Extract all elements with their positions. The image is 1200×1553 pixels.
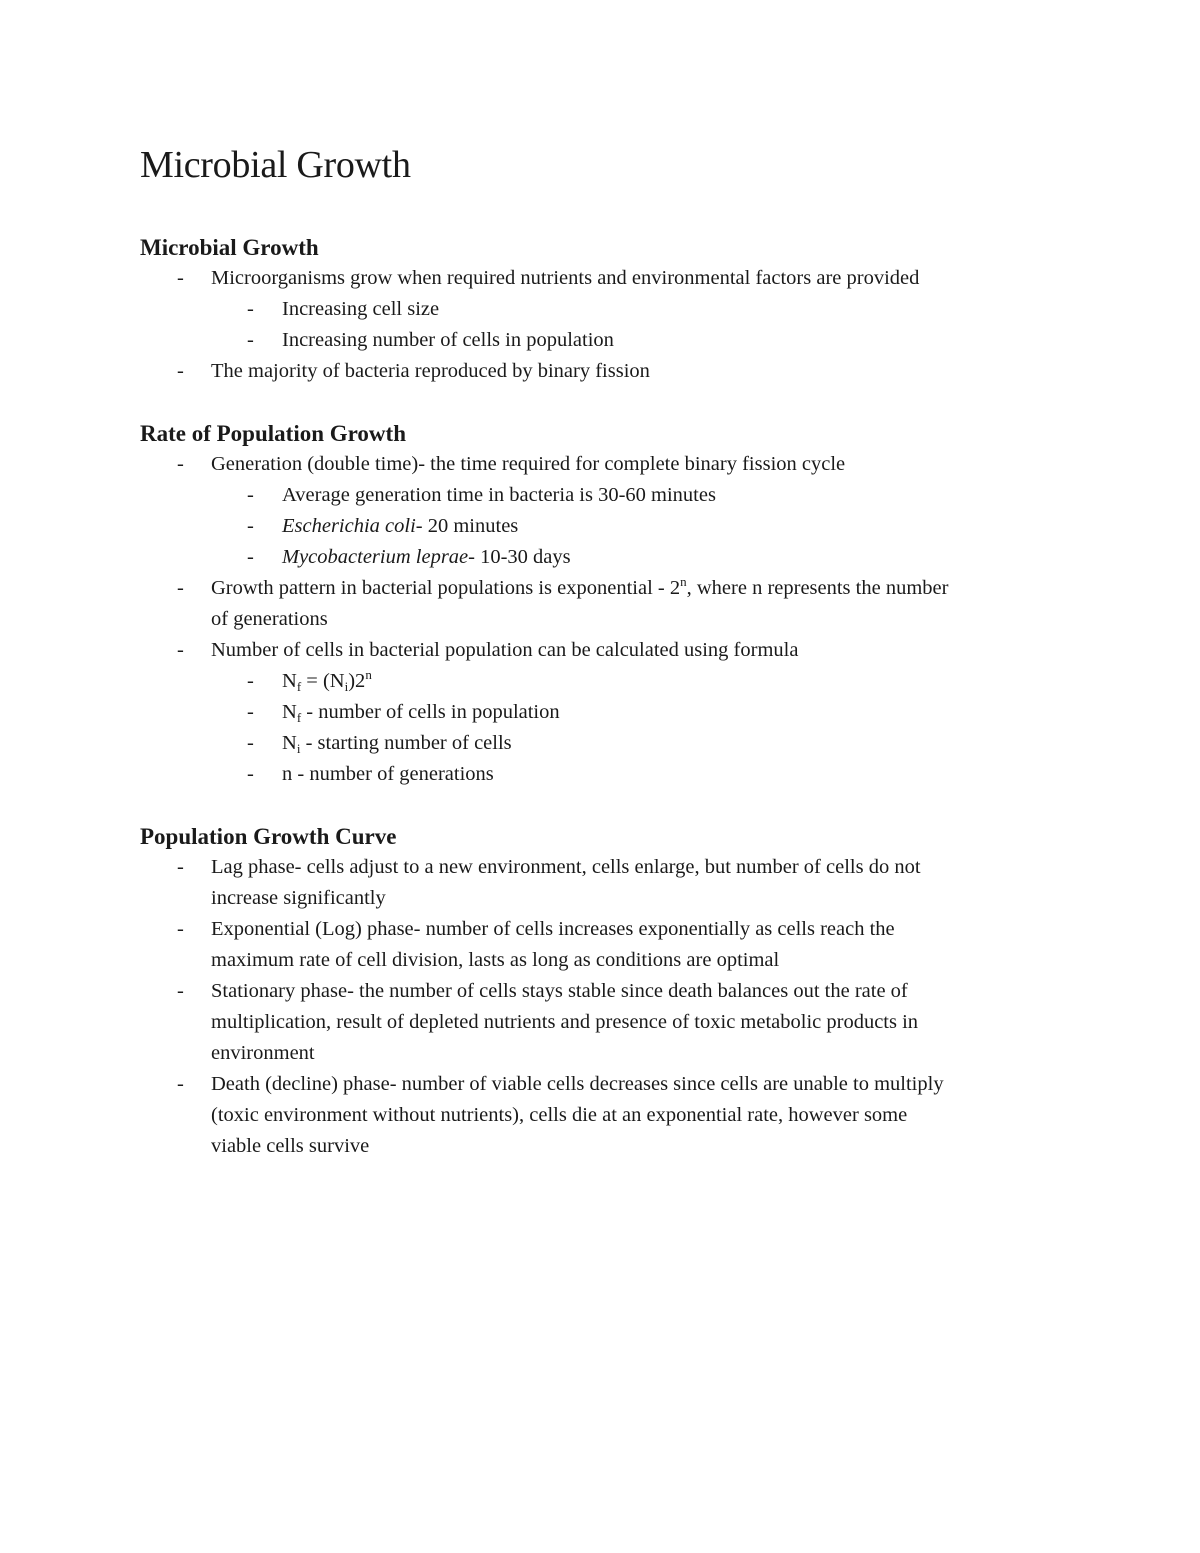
bullet-dash: - (177, 918, 184, 940)
list-item: - Mycobacterium leprae- 10-30 days (140, 542, 1070, 573)
bullet-dash: - (177, 267, 184, 289)
list-item: - Stationary phase- the number of cells stays stable since death balances out the rate of multiplication, result of depleted nutrients and presence of toxic metabolic products in environment (140, 976, 1070, 1069)
list-item: - Increasing number of cells in population (140, 325, 1070, 356)
list-item: - Generation (double time)- the time required for complete binary fission cycle (140, 449, 1070, 480)
bullet-dash: - (247, 484, 254, 506)
bullet-dash: - (247, 763, 254, 785)
list-item: - Exponential (Log) phase- number of cells increases exponentially as cells reach the maximum rate of cell division, lasts as long as conditions are optimal (140, 914, 1070, 976)
document-title: Microbial Growth (140, 144, 411, 186)
bullet-dash: - (247, 546, 254, 568)
section-heading-microbial-growth: Microbial Growth (140, 235, 319, 260)
list-item: - $N_i$ - starting number of cells (140, 728, 1070, 759)
bullet-dash: - (177, 453, 184, 475)
formula: - $N_f = (N_i)2^n$ (140, 666, 1070, 697)
species-name-ecoli: Escherichia coli (282, 515, 416, 537)
document-page (140, 140, 1070, 1162)
list-item: - Average generation time in bacteria is 30-60 minutes (140, 480, 1070, 511)
bullet-dash: - (177, 360, 184, 382)
list-item: - Increasing cell size (140, 294, 1070, 325)
section-heading-rate-of-population-growth: Rate of Population Growth (140, 421, 406, 446)
bullet-dash: - (177, 980, 184, 1002)
species-name-mycobacterium: Mycobacterium leprae (282, 546, 469, 568)
section-heading-population-growth-curve: Population Growth Curve (140, 824, 397, 849)
bullet-dash: - (177, 639, 184, 661)
list-item: - The majority of bacteria reproduced by binary fission (140, 356, 1070, 387)
bullet-dash: - (247, 732, 254, 754)
bullet-dash: - (247, 701, 254, 723)
list-item: - n - number of generations (140, 759, 1070, 790)
list-item: - Growth pattern in bacterial populations is exponential - 2$^n$, where n represents the number of generations (177, 574, 949, 630)
list-item: - Death (decline) phase- number of viable cells decreases since cells are unable to multiply (toxic environment without nutrients), cells die at an exponential rate, however some viable cells survive (140, 1069, 1070, 1162)
bullet-dash: - (247, 515, 254, 537)
bullet-dash: - (247, 298, 254, 320)
list-item: - Escherichia coli- 20 minutes (140, 511, 1070, 542)
bullet-dash: - (177, 577, 184, 599)
section-list-population-growth-curve (140, 852, 1070, 1162)
section-list-microbial-growth (140, 263, 1070, 387)
list-item: - $N_f$ - number of cells in population (140, 697, 1070, 728)
list-item: - Lag phase- cells adjust to a new environment, cells enlarge, but number of cells do not increase significantly (140, 852, 1070, 914)
bullet-dash: - (247, 670, 254, 692)
section-list-rate-of-population-growth (140, 449, 1070, 790)
bullet-dash: - (177, 1073, 184, 1095)
list-item: - Number of cells in bacterial population can be calculated using formula (140, 635, 1070, 666)
list-item: - Microorganisms grow when required nutrients and environmental factors are provided (140, 263, 1070, 294)
bullet-dash: - (177, 856, 184, 878)
bullet-dash: - (247, 329, 254, 351)
